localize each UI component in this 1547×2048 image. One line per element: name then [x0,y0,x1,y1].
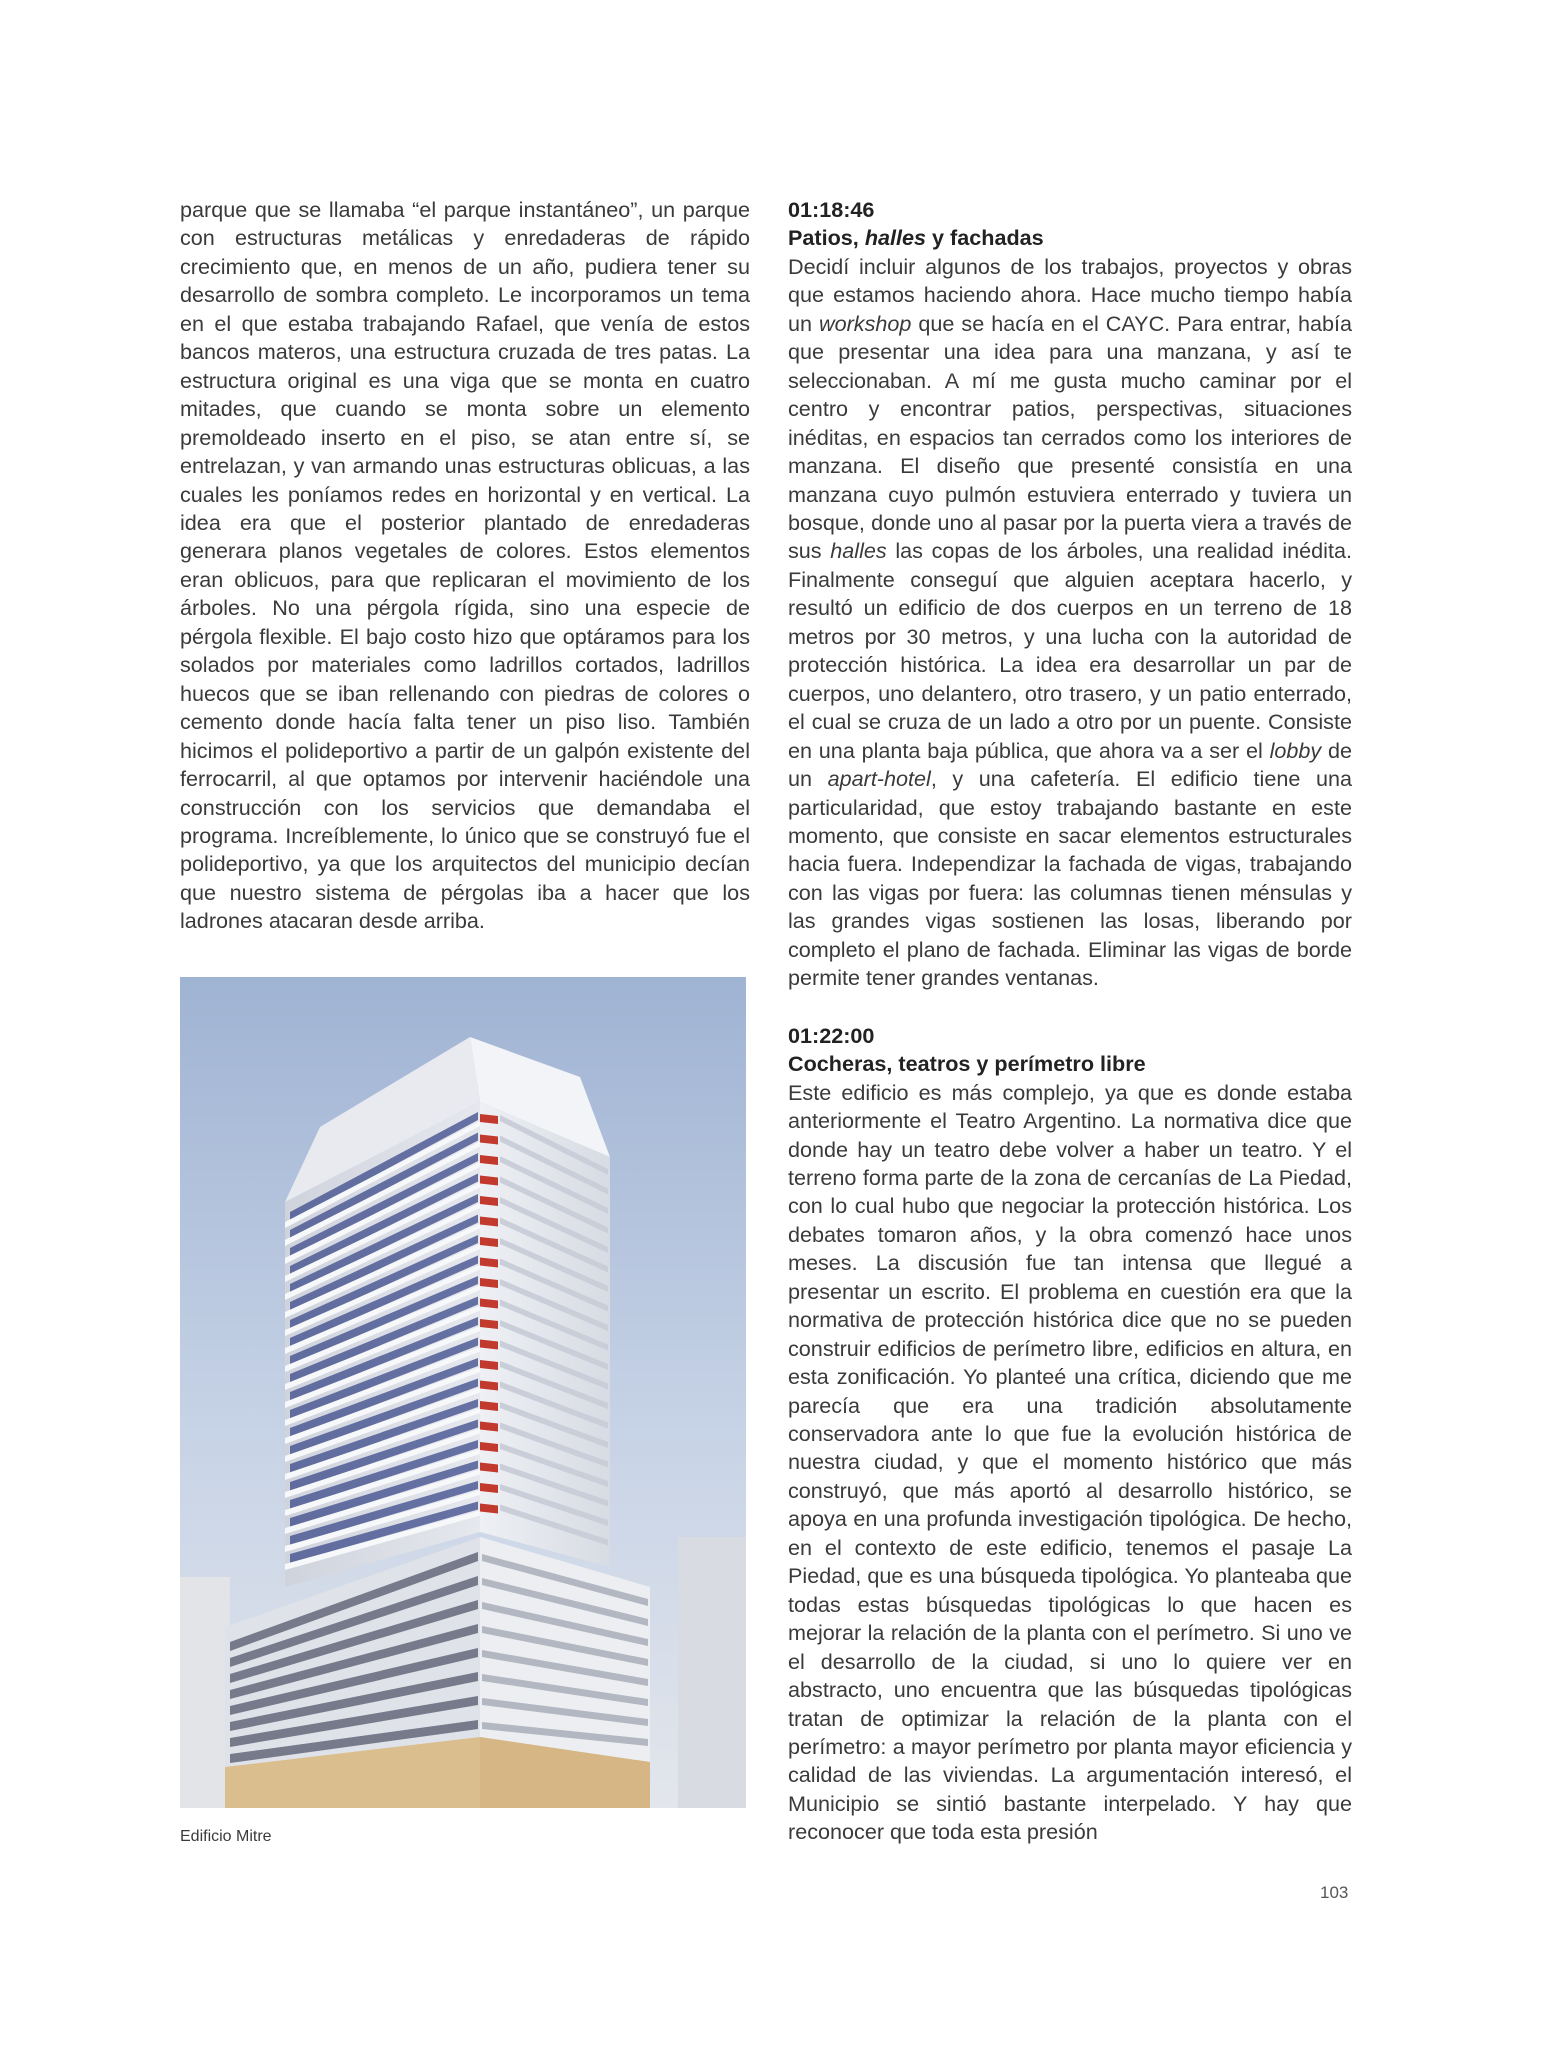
section-heading [788,224,1352,252]
body-paragraph: Decidí incluir algunos de los trabajos, proyectos y obras que estamos haciendo ahora. Hace mucho tiempo había un workshop que se hacía en el CAYC. Para entrar, había que presentar una idea para una manzana, y así te seleccionaban. A mí me gusta mucho caminar por el centro y encontrar patios, perspectivas, situaciones inéditas, en espacios tan cerrados como los interiores de manzana. El diseño que presenté consistía en una manzana cuyo pulmón estuviera enterrado y tuviera un bosque, donde uno al pasar por la puerta viera a través de sus halles las copas de los árboles, una realidad inédita. Finalmente conseguí que alguien aceptara hacerlo, y resultó un edificio de dos cuerpos en un terreno de 18 metros por 30 metros, y una lucha con la autoridad de protección histórica. La idea era desarrollar un par de cuerpos, uno delantero, otro trasero, y un patio enterrado, el cual se cruza de un lado a otro por un puente. Consiste en una planta baja pública, que ahora va a ser el lobby de un apart-hotel, y una cafetería. El edificio tiene una particularidad, que estoy trabajando bastante en este momento, que consiste en sacar elementos estructurales hacia fuera. Independizar la fachada de vigas, trabajando con las vigas por fuera: las columnas tienen ménsulas y las grandes vigas sostienen las losas, liberando por completo el plano de fachada. Eliminar las vigas de borde permite tener grandes ventanas. [788,253,1352,991]
page-number: 103 [1320,1883,1349,1902]
timestamp: 01:22:00 [788,1022,875,1048]
timestamp: 01:18:46 [788,197,875,222]
heading-text: Patios, [788,225,865,251]
body-paragraph: Este edificio es más complejo, ya que es donde estaba anteriormente el Teatro Argentino. La normativa dice que donde hay un teatro debe volver a haber un teatro. Y el terreno forma parte de la zona de cercanías de La Piedad, con lo cual hubo que negociar la protección histórica. Los debates tomaron años, y la obra comenzó hace unos meses. La discusión fue tan intensa que llegué a presentar un escrito. El problema en cuestión era que la normativa de protección histórica dice que no se pueden construir edificios de perímetro libre, edificios en altura, en esta zonificación. Yo planteé una crítica, diciendo que me parecía que era una tradición absolutamente conservadora ante lo que fue la evolución histórica de nuestra ciudad, y que el momento histórico que más construyó, que más aportó al desarrollo histórico, se apoya en una profunda investigación tipológica. De hecho, en el contexto de este edificio, tenemos el pasaje La Piedad, que es una búsqueda tipológica. Yo planteaba que todas estas búsquedas tipológicas lo que hacen es mejorar la relación de la planta con el perímetro. Si uno ve el desarrollo de la ciudad, si uno lo quiere ver en abstracto, uno encuentra que las búsquedas tipológicas tratan de optimizar la relación de la planta con el perímetro: a mayor perímetro por planta mayor eficiencia y calidad de las viviendas. La argumentación interesó, el Municipio se sintió bastante interpelado. Y hay que reconocer que toda esta presión [788,1079,1352,1845]
section-cocheras [788,1022,1352,1847]
building-photo [180,977,746,1808]
section-heading: Cocheras, teatros y perímetro libre [788,1051,1146,1077]
left-column [180,196,750,936]
section-patios [788,196,1352,993]
heading-text: y fachadas [926,225,1044,251]
photo-caption: Edificio Mitre [180,1828,272,1845]
edificio-mitre-illustration [180,977,746,1808]
right-column [788,196,1352,1847]
heading-italic: halles [864,225,927,251]
body-paragraph: parque que se llamaba “el parque instantáneo”, un parque con estructuras metálicas y enredaderas de rápido crecimiento que, en menos de un año, pudiera tener su desarrollo de sombra completo. Le incorporamos un tema en el que estaba trabajando Rafael, que venía de estos bancos materos, una estructura cruzada de tres patas. La estructura original es una viga que se monta en cuatro mitades, que cuando se monta sobre un elemento premoldeado inserto en el piso, se atan entre sí, se entrelazan, y van armando unas estructuras oblicuas, a las cuales les poníamos redes en horizontal y en vertical. La idea era que el posterior plantado de enredaderas generara planos vegetales de colores. Estos elementos eran oblicuos, para que replicaran el movimiento de los árboles. No una pérgola rígida, sino una especie de pérgola flexible. El bajo costo hizo que optáramos para los solados por materiales como ladrillos cortados, ladrillos huecos que se iban rellenando con piedras de colores o cemento donde hacía falta tener un piso liso. También hicimos el polideportivo a partir de un galpón existente del ferrocarril, al que optamos por intervenir haciéndole una construcción con los servicios que demandaba el programa. Increíblemente, lo único que se construyó fue el polideportivo, ya que los arquitectos del municipio decían que nuestro sistema de pérgolas iba a hacer que los ladrones atacaran desde arriba. [180,197,750,934]
